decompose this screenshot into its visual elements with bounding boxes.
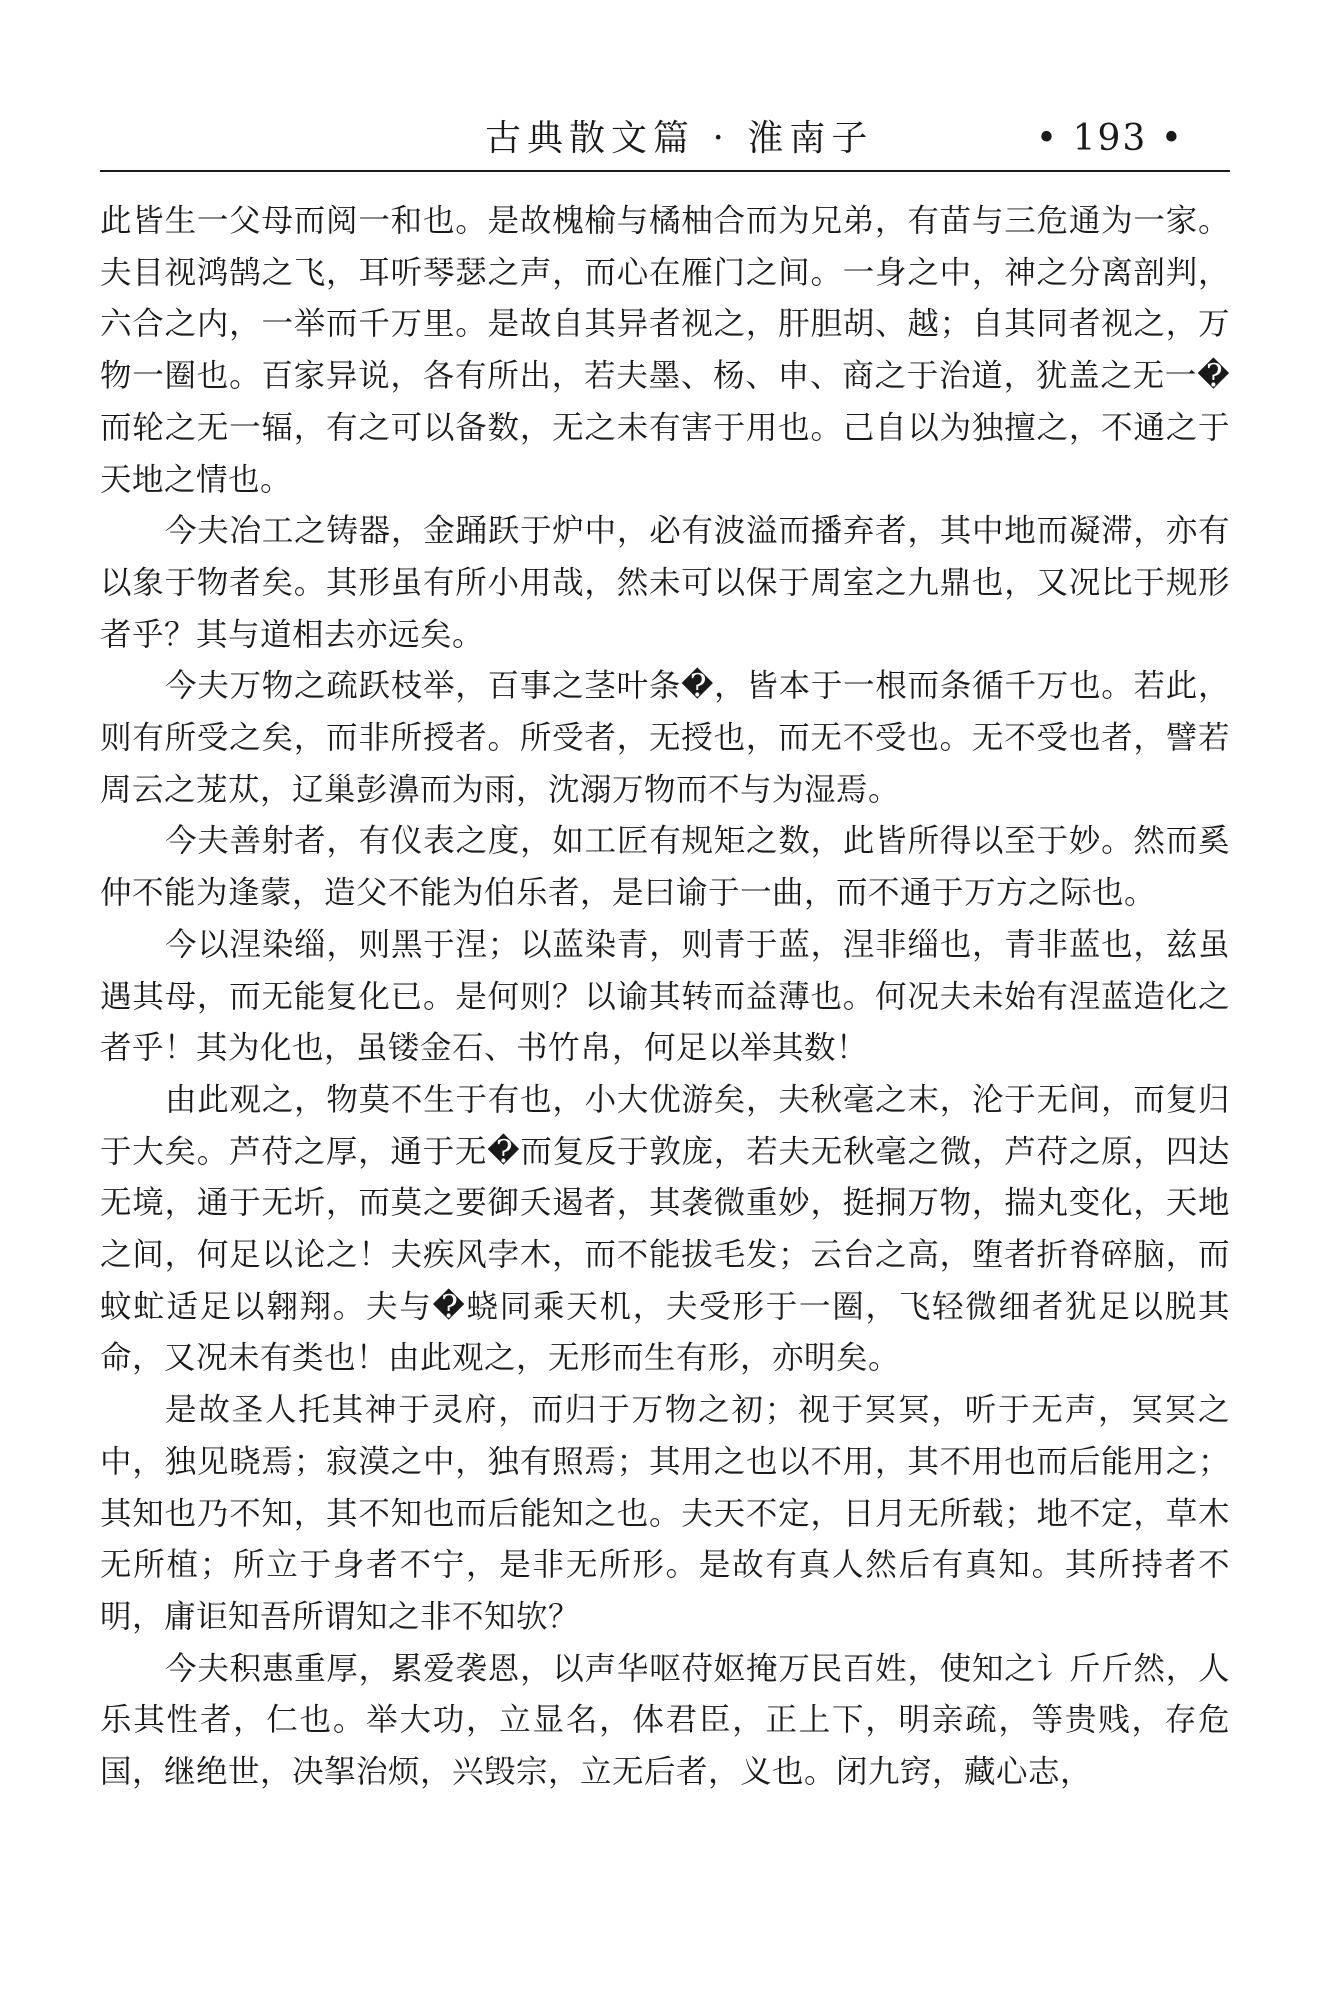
paragraph: 是故圣人托其神于灵府，而归于万物之初；视于冥冥，听于无声，冥冥之中，独见晓焉；寂漠之中，独有照焉；其用之也以不用，其不用也而后能用之；其知也乃不知，其不知也而后能知之也。夫天不定，日月无所载；地不定，草木无所植；所立于身者不宁，是非无所形。是故有真人然后有真知。其所持者不明，庸讵知吾所谓知之非不知欤？	[100, 1392, 1230, 1635]
running-header	[100, 108, 1230, 170]
paragraph: 由此观之，物莫不生于有也，小大优游矣，夫秋毫之末，沦于无间，而复归于大矣。芦苻之厚，通于无�而复反于敦庞，若夫无秋毫之微，芦苻之原，四达无境，通于无圻，而莫之要御夭遏者，其袭微重妙，挺挏万物，揣丸变化，天地之间，何足以论之！夫疾风孛木，而不能拔毛发；云台之高，堕者折脊碎脑，而蚊虻适足以翱翔。夫与�蛲同乘天机，夫受形于一圈，飞轻微细者犹足以脱其命，又况未有类也！由此观之，无形而生有形，亦明矣。	[100, 1081, 1230, 1377]
page-number: • 193 •	[1035, 118, 1184, 159]
paragraph: 今以涅染缁，则黑于涅；以蓝染青，则青于蓝，涅非缁也，青非蓝也，兹虽遇其母，而无能复化已。是何则？以谕其转而益薄也。何况夫未始有涅蓝造化之者乎！其为化也，虽镂金石、书竹帛，何足以举其数！	[100, 926, 1230, 1067]
paragraph: 今夫积惠重厚，累爱袭恩，以声华呕苻妪掩万民百姓，使知之讠斤斤然，人乐其性者，仁也。举大功，立显名，体君臣，正上下，明亲疏，等贵贱，存危国，继绝世，决挐治烦，兴毁宗，立无后者，义也。闭九窍，藏心志，	[100, 1650, 1230, 1791]
paragraph: 此皆生一父母而阅一和也。是故槐榆与橘柚合而为兄弟，有苗与三危通为一家。夫目视鸿鹄之飞，耳听琴瑟之声，而心在雁门之间。一身之中，神之分离剖判，六合之内，一举而千万里。是故自其异者视之，肝胆胡、越；自其同者视之，万物一圈也。百家异说，各有所出，若夫墨、杨、申、商之于治道，犹盖之无一�而轮之无一辐，有之可以备数，无之未有害于用也。己自以为独擅之，不通之于天地之情也。	[100, 203, 1230, 498]
header-title: 古典散文篇 · 淮南子	[485, 118, 874, 159]
page-body	[100, 196, 1230, 1799]
header-rule	[100, 170, 1230, 172]
paragraph: 今夫善射者，有仪表之度，如工匠有规矩之数，此皆所得以至于妙。然而奚仲不能为逢蒙，造父不能为伯乐者，是曰谕于一曲，而不通于万方之际也。	[100, 823, 1230, 912]
paragraph: 今夫冶工之铸器，金踊跃于炉中，必有波溢而播弃者，其中地而凝滞，亦有以象于物者矣。其形虽有所小用哉，然未可以保于周室之九鼎也，又况比于规形者乎？其与道相去亦远矣。	[100, 513, 1230, 653]
paragraph: 今夫万物之疏跃枝举，百事之茎叶条�，皆本于一根而条循千万也。若此，则有所受之矣，而非所授者。所受者，无授也，而无不受也。无不受也者，譬若周云之茏苁，辽巢彭濞而为雨，沈溺万物而不与为湿焉。	[100, 668, 1230, 808]
